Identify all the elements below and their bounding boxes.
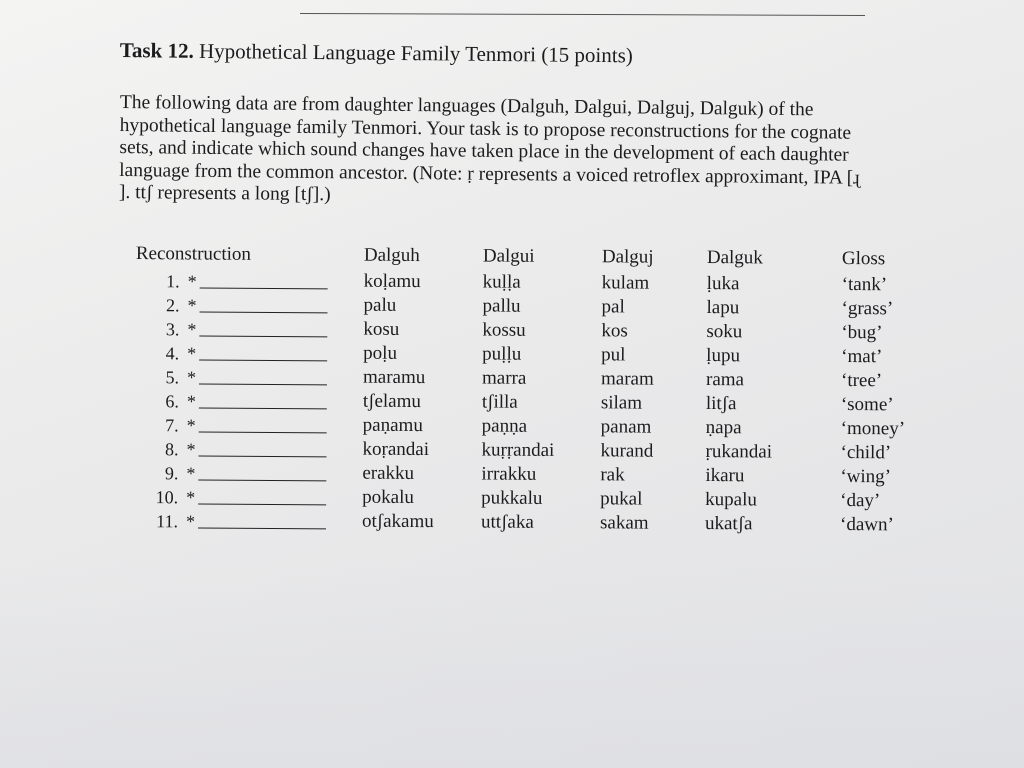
gloss-cell: ‘mat’ — [841, 345, 883, 368]
gloss-cell: ‘day’ — [840, 489, 881, 512]
reconstruction-column — [134, 240, 346, 533]
dalgui-cell: marra — [481, 367, 527, 389]
dalguk-cell: kupalu — [705, 489, 757, 511]
gloss-cell: ‘grass’ — [841, 297, 894, 320]
gloss-cell: ‘money’ — [840, 417, 906, 440]
row-number: 9. — [164, 463, 179, 484]
reconstruction-blank[interactable] — [199, 341, 327, 361]
dalguj-cell: silam — [600, 392, 643, 414]
dalguk-cell: ḷupu — [706, 345, 741, 367]
dalguh-header: Dalguh — [363, 244, 420, 267]
reconstruction-row — [135, 388, 345, 413]
dalguk-header: Dalguk — [706, 247, 763, 269]
dalgui-cell: paṇṇa — [481, 415, 528, 437]
reconstruction-row — [135, 292, 345, 317]
row-number: 7. — [165, 415, 179, 436]
instructions-paragraph — [119, 92, 940, 213]
dalguj-cell: pukal — [600, 488, 643, 510]
dalguk-column — [705, 244, 774, 536]
dalguj-column — [600, 243, 655, 535]
dalgui-column — [481, 242, 556, 535]
dalguh-cell: palu — [363, 294, 397, 316]
reconstruction-blank[interactable] — [198, 509, 326, 529]
asterisk: * — [187, 319, 197, 340]
dalguh-cell: koṛandai — [362, 438, 430, 461]
task-label: Task 12. — [119, 38, 194, 63]
reconstruction-blank[interactable] — [199, 413, 327, 433]
reconstruction-blank[interactable] — [198, 461, 326, 481]
gloss-cell: ‘wing’ — [840, 465, 892, 488]
instructions-line: hypothetical language family Tenmori. Your task is to propose reconstructions for the cognate — [119, 114, 852, 144]
asterisk: * — [187, 295, 197, 316]
dalguk-cell: ukatʃa — [704, 513, 753, 535]
paper-shading — [0, 560, 1024, 768]
dalgui-cell: tʃilla — [481, 391, 518, 413]
reconstruction-blank[interactable] — [199, 365, 327, 385]
dalguk-cell: ikaru — [705, 465, 745, 487]
dalguh-cell: erakku — [362, 462, 415, 484]
dalguj-cell: kulam — [601, 272, 650, 294]
task-heading — [120, 38, 633, 68]
gloss-header: Gloss — [841, 247, 886, 270]
dalgui-cell: pallu — [482, 295, 521, 317]
dalguk-cell: ṇapa — [705, 417, 742, 439]
asterisk: * — [185, 511, 196, 532]
row-number: 1. — [166, 271, 180, 292]
reconstruction-blank[interactable] — [199, 317, 327, 337]
gloss-cell: ‘tank’ — [841, 273, 888, 296]
dalguj-cell: sakam — [599, 512, 649, 534]
reconstruction-row — [135, 340, 345, 365]
dalguh-cell: otʃakamu — [361, 510, 434, 533]
reconstruction-blank[interactable] — [198, 485, 326, 505]
reconstruction-blank[interactable] — [199, 389, 327, 409]
gloss-cell: ‘some’ — [840, 393, 894, 416]
row-number: 2. — [165, 295, 180, 316]
dalguk-cell: ṛukandai — [705, 441, 773, 463]
reconstruction-header: Reconstruction — [135, 243, 252, 265]
dalgui-cell: uttʃaka — [480, 511, 534, 533]
dalguk-cell: ḷuka — [706, 273, 740, 295]
dalgui-cell: puḷḷu — [482, 343, 522, 365]
reconstruction-row — [135, 412, 345, 437]
cognate-table — [128, 240, 950, 556]
asterisk: * — [186, 367, 197, 388]
dalguk-cell: rama — [705, 369, 745, 391]
dalguk-cell: litʃa — [705, 393, 737, 415]
dalguh-cell: kosu — [363, 318, 400, 340]
reconstruction-blank[interactable] — [199, 293, 327, 313]
dalgui-cell: pukkalu — [481, 487, 543, 509]
reconstruction-blank[interactable] — [200, 269, 328, 289]
row-number: 3. — [165, 319, 180, 340]
reconstruction-row — [134, 436, 344, 461]
dalguh-cell: paṇamu — [362, 414, 423, 437]
dalguj-cell: pul — [601, 344, 626, 366]
asterisk: * — [186, 463, 196, 484]
dalguh-cell: pokalu — [362, 486, 415, 508]
dalguj-header: Dalguj — [601, 246, 654, 268]
dalgui-cell: kuḷḷa — [482, 271, 521, 293]
reconstruction-row — [134, 460, 344, 485]
instructions-line: language from the common ancestor. (Note: ṛ represents a voiced retroflex approximant, IPA [ɻ — [119, 159, 860, 189]
row-number: 5. — [165, 367, 180, 388]
asterisk: * — [187, 343, 197, 364]
dalguj-cell: kurand — [600, 440, 654, 462]
dalguj-cell: kos — [601, 320, 628, 342]
reconstruction-row — [135, 316, 345, 341]
dalguh-cell: poḷu — [363, 342, 398, 364]
gloss-column — [840, 245, 906, 537]
dalguj-cell: panam — [600, 416, 652, 438]
dalguh-cell: koḷamu — [363, 270, 421, 293]
dalguj-cell: rak — [600, 464, 625, 486]
instructions-line: sets, and indicate which sound changes have taken place in the development of each daughter — [119, 136, 849, 166]
dalgui-cell: irrakku — [481, 463, 537, 485]
row-number: 4. — [165, 343, 180, 364]
reconstruction-row — [135, 364, 345, 389]
dalguj-cell: maram — [600, 368, 654, 390]
dalguk-cell: soku — [706, 321, 743, 343]
dalgui-cell: kuṛṛandai — [481, 439, 555, 461]
dalguk-cell: lapu — [706, 297, 740, 319]
asterisk: * — [186, 487, 196, 508]
asterisk: * — [186, 415, 196, 436]
reconstruction-row — [136, 268, 346, 293]
gloss-cell: ‘bug’ — [841, 321, 883, 344]
dalguh-cell: tʃelamu — [362, 390, 421, 413]
asterisk: * — [186, 391, 196, 412]
task-title-text: Hypothetical Language Family Tenmori (15 points) — [198, 38, 633, 68]
dalguh-column — [362, 242, 436, 534]
row-number: 8. — [164, 439, 179, 460]
reconstruction-row — [134, 484, 344, 509]
asterisk: * — [187, 271, 197, 292]
reconstruction-row — [134, 508, 344, 533]
row-number: 6. — [165, 391, 179, 412]
reconstruction-blank[interactable] — [198, 437, 326, 457]
dalgui-header: Dalgui — [482, 245, 535, 267]
row-number: 11. — [156, 511, 179, 532]
gloss-cell: ‘tree’ — [840, 369, 883, 392]
gloss-cell: ‘child’ — [840, 441, 892, 464]
row-number: 10. — [155, 487, 179, 508]
gloss-cell: ‘dawn’ — [839, 513, 894, 536]
dalguh-cell: maramu — [362, 366, 426, 389]
dalguj-cell: pal — [601, 296, 625, 318]
asterisk: * — [186, 439, 196, 460]
instructions-line: The following data are from daughter languages (Dalguh, Dalgui, Dalguj, Dalguk) of the — [119, 92, 814, 121]
instructions-line: ]. ttʃ represents a long [tʃ].) — [118, 181, 331, 206]
dalgui-cell: kossu — [482, 319, 526, 341]
